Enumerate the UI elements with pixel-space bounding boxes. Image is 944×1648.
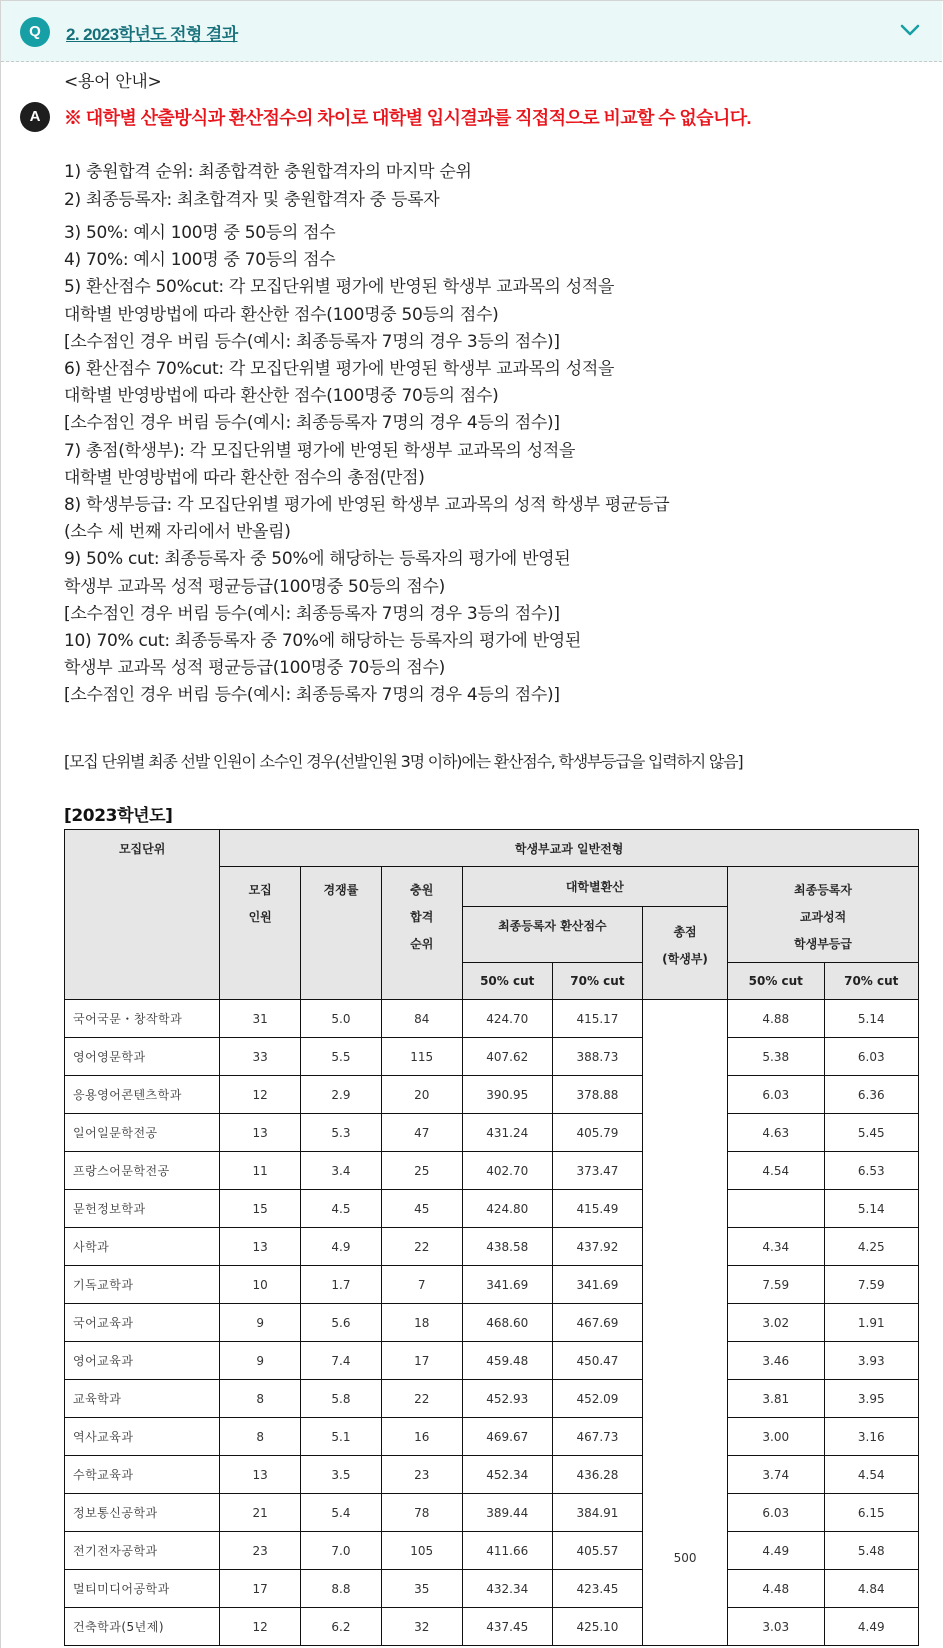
cell-quota: 8 [220, 1380, 301, 1418]
question-badge-icon: Q [20, 17, 50, 47]
cell-ratio: 5.1 [301, 1418, 382, 1456]
cell-grade50: 4.54 [728, 1152, 825, 1190]
cell-grade50: 4.88 [728, 1000, 825, 1038]
cell-grade50: 3.03 [728, 1608, 825, 1646]
cell-conv70: 467.69 [552, 1304, 642, 1342]
cell-grade50: 3.02 [728, 1304, 825, 1342]
header-ratio: 경쟁률 [301, 867, 382, 1000]
cell-ratio: 5.8 [301, 1380, 382, 1418]
cell-waitlist: 115 [381, 1038, 462, 1076]
table-row [65, 1304, 919, 1342]
cell-dept: 영어영문학과 [65, 1038, 220, 1076]
table-row [65, 1114, 919, 1152]
table-row [65, 1380, 919, 1418]
cell-waitlist: 45 [381, 1190, 462, 1228]
cell-waitlist: 32 [381, 1608, 462, 1646]
definition-line: 10) 70% cut: 최종등록자 중 70%에 해당하는 등록자의 평가에 반영된 [64, 631, 581, 652]
cell-conv50: 431.24 [462, 1114, 552, 1152]
cell-dept: 프랑스어문학전공 [65, 1152, 220, 1190]
definition-line: 학생부 교과목 성적 평균등급(100명중 70등의 점수) [64, 658, 445, 679]
header-conv-50cut: 50% cut [462, 963, 552, 1000]
cell-quota: 9 [220, 1304, 301, 1342]
cell-grade50: 4.49 [728, 1532, 825, 1570]
table-row [65, 1228, 919, 1266]
cell-ratio: 8.8 [301, 1570, 382, 1608]
table-row [65, 1038, 919, 1076]
cell-quota: 21 [220, 1494, 301, 1532]
cell-grade50: 3.81 [728, 1380, 825, 1418]
cell-dept: 건축학과(5년제) [65, 1608, 220, 1646]
cell-conv70: 384.91 [552, 1494, 642, 1532]
cell-dept: 수학교육과 [65, 1456, 220, 1494]
definition-line: 대학별 반영방법에 따라 환산한 점수(100명중 70등의 점수) [64, 386, 499, 407]
cell-ratio: 3.4 [301, 1152, 382, 1190]
table-row [65, 1190, 919, 1228]
cell-conv50: 437.45 [462, 1608, 552, 1646]
table-row [65, 1608, 919, 1646]
definition-line: 7) 총점(학생부): 각 모집단위별 평가에 반영된 학생부 교과목의 성적을 [64, 440, 576, 461]
cell-grade50: 7.59 [728, 1266, 825, 1304]
definition-line: [소수점인 경우 버림 등수(예시: 최종등록자 7명의 경우 3등의 점수)] [64, 331, 560, 352]
cell-conv70: 415.49 [552, 1190, 642, 1228]
cell-ratio: 5.6 [301, 1304, 382, 1342]
cell-grade50: 3.00 [728, 1418, 825, 1456]
cell-dept: 사학과 [65, 1228, 220, 1266]
cell-conv50: 411.66 [462, 1532, 552, 1570]
cell-conv70: 437.92 [552, 1228, 642, 1266]
cell-grade50: 4.48 [728, 1570, 825, 1608]
cell-dept: 영어교육과 [65, 1342, 220, 1380]
header-waitlist: 충원 합격 순위 [381, 867, 462, 1000]
cell-dept: 역사교육과 [65, 1418, 220, 1456]
table-row [65, 1076, 919, 1114]
definition-line: 2) 최종등록자: 최초합격자 및 충원합격자 중 등록자 [64, 190, 440, 210]
cell-waitlist: 78 [381, 1494, 462, 1532]
cell-grade70: 5.14 [824, 1000, 918, 1038]
cell-quota: 11 [220, 1152, 301, 1190]
cell-quota: 13 [220, 1114, 301, 1152]
cell-conv70: 436.28 [552, 1456, 642, 1494]
cell-grade70: 4.49 [824, 1608, 918, 1646]
cell-conv70: 405.79 [552, 1114, 642, 1152]
table-row [65, 1532, 919, 1570]
cell-waitlist: 22 [381, 1380, 462, 1418]
cell-conv70: 452.09 [552, 1380, 642, 1418]
cell-conv70: 373.47 [552, 1152, 642, 1190]
definition-line: [소수점인 경우 버림 등수(예시: 최종등록자 7명의 경우 4등의 점수)] [64, 413, 560, 434]
cell-grade70: 6.36 [824, 1076, 918, 1114]
cell-quota: 10 [220, 1266, 301, 1304]
definition-line: [소수점인 경우 버림 등수(예시: 최종등록자 7명의 경우 3등의 점수)] [64, 603, 560, 624]
cell-quota: 15 [220, 1190, 301, 1228]
cell-conv70: 450.47 [552, 1342, 642, 1380]
cell-quota: 33 [220, 1038, 301, 1076]
cell-conv50: 452.93 [462, 1380, 552, 1418]
admission-results-table [64, 829, 919, 1646]
glossary-title: <용어 안내> [64, 72, 162, 92]
cell-quota: 12 [220, 1608, 301, 1646]
cell-grade70: 7.59 [824, 1266, 918, 1304]
cell-conv50: 452.34 [462, 1456, 552, 1494]
definition-line: 대학별 반영방법에 따라 환산한 점수(100명중 50등의 점수) [64, 304, 499, 325]
cell-dept: 일어일문학전공 [65, 1114, 220, 1152]
cell-grade50: 3.74 [728, 1456, 825, 1494]
cell-dept: 전기전자공학과 [65, 1532, 220, 1570]
cell-dept: 정보통신공학과 [65, 1494, 220, 1532]
cell-dept: 멀티미디어공학과 [65, 1570, 220, 1608]
cell-waitlist: 105 [381, 1532, 462, 1570]
header-dept: 모집단위 [65, 830, 220, 1000]
definition-line: 6) 환산점수 70%cut: 각 모집단위별 평가에 반영된 학생부 교과목의 성적을 [64, 359, 615, 380]
cell-waitlist: 25 [381, 1152, 462, 1190]
definition-line: 9) 50% cut: 최종등록자 중 50%에 해당하는 등록자의 평가에 반영된 [64, 549, 571, 570]
header-final-grade: 최종등록자 교과성적 학생부등급 [728, 867, 919, 963]
table-row [65, 1000, 919, 1038]
cell-grade70: 5.45 [824, 1114, 918, 1152]
cell-waitlist: 35 [381, 1570, 462, 1608]
total-score-cell: 500 [643, 1000, 728, 1646]
cell-waitlist: 23 [381, 1456, 462, 1494]
cell-grade70: 4.25 [824, 1228, 918, 1266]
cell-grade70: 5.48 [824, 1532, 918, 1570]
cell-conv70: 388.73 [552, 1038, 642, 1076]
cell-grade70: 3.93 [824, 1342, 918, 1380]
cell-waitlist: 17 [381, 1342, 462, 1380]
cell-conv70: 423.45 [552, 1570, 642, 1608]
cell-grade50 [728, 1190, 825, 1228]
definition-line: 1) 충원합격 순위: 최종합격한 충원합격자의 마지막 순위 [64, 162, 472, 182]
table-row [65, 1570, 919, 1608]
cell-ratio: 5.5 [301, 1038, 382, 1076]
cell-dept: 응용영어콘텐츠학과 [65, 1076, 220, 1114]
table-row [65, 1494, 919, 1532]
question-title-link[interactable]: 2. 2023학년도 전형 결과 [66, 25, 238, 44]
faq-question-header[interactable] [1, 1, 942, 62]
definition-line: 대학별 반영방법에 따라 환산한 점수의 총점(만점) [64, 467, 425, 488]
cell-ratio: 6.2 [301, 1608, 382, 1646]
header-grade-50cut: 50% cut [728, 963, 825, 1000]
cell-waitlist: 47 [381, 1114, 462, 1152]
cell-dept: 기독교학과 [65, 1266, 220, 1304]
header-grade-70cut: 70% cut [824, 963, 918, 1000]
cell-ratio: 5.4 [301, 1494, 382, 1532]
cell-quota: 9 [220, 1342, 301, 1380]
cell-grade70: 4.84 [824, 1570, 918, 1608]
cell-grade70: 1.91 [824, 1304, 918, 1342]
cell-dept: 국어국문・창작학과 [65, 1000, 220, 1038]
cell-conv70: 405.57 [552, 1532, 642, 1570]
cell-quota: 23 [220, 1532, 301, 1570]
cell-quota: 13 [220, 1456, 301, 1494]
cell-ratio: 4.5 [301, 1190, 382, 1228]
cell-grade50: 3.46 [728, 1342, 825, 1380]
header-univ-conversion: 대학별환산 [462, 867, 727, 907]
cell-grade70: 3.95 [824, 1380, 918, 1418]
cell-conv70: 425.10 [552, 1608, 642, 1646]
cell-ratio: 4.9 [301, 1228, 382, 1266]
cell-grade50: 6.03 [728, 1494, 825, 1532]
cell-waitlist: 22 [381, 1228, 462, 1266]
header-track: 학생부교과 일반전형 [220, 830, 919, 867]
cell-waitlist: 7 [381, 1266, 462, 1304]
cell-grade50: 5.38 [728, 1038, 825, 1076]
cell-grade50: 6.03 [728, 1076, 825, 1114]
cell-ratio: 7.4 [301, 1342, 382, 1380]
cell-quota: 17 [220, 1570, 301, 1608]
cell-waitlist: 84 [381, 1000, 462, 1038]
cell-ratio: 5.0 [301, 1000, 382, 1038]
cell-conv50: 390.95 [462, 1076, 552, 1114]
cell-conv70: 467.73 [552, 1418, 642, 1456]
table-row [65, 1418, 919, 1456]
cell-conv50: 389.44 [462, 1494, 552, 1532]
cell-grade50: 4.63 [728, 1114, 825, 1152]
cell-conv50: 459.48 [462, 1342, 552, 1380]
definition-line: 8) 학생부등급: 각 모집단위별 평가에 반영된 학생부 교과목의 성적 학생부 평균등급 [64, 495, 670, 516]
definitions-list-b [64, 220, 669, 710]
warning-text: ※ 대학별 산출방식과 환산점수의 차이로 대학별 입시결과를 직접적으로 비교할 수 없습니다. [64, 108, 751, 128]
cell-grade70: 4.54 [824, 1456, 918, 1494]
cell-ratio: 7.0 [301, 1532, 382, 1570]
answer-badge-icon: A [20, 102, 50, 132]
cell-grade70: 3.16 [824, 1418, 918, 1456]
cell-ratio: 3.5 [301, 1456, 382, 1494]
cell-grade70: 6.15 [824, 1494, 918, 1532]
cell-conv50: 424.80 [462, 1190, 552, 1228]
header-final-conversion: 최종등록자 환산점수 [462, 907, 642, 963]
cell-quota: 31 [220, 1000, 301, 1038]
table-row [65, 1342, 919, 1380]
cell-conv70: 378.88 [552, 1076, 642, 1114]
cell-grade70: 6.53 [824, 1152, 918, 1190]
cell-ratio: 1.7 [301, 1266, 382, 1304]
cell-conv50: 432.34 [462, 1570, 552, 1608]
cell-dept: 국어교육과 [65, 1304, 220, 1342]
table-row [65, 1152, 919, 1190]
cell-dept: 교육학과 [65, 1380, 220, 1418]
cell-conv50: 341.69 [462, 1266, 552, 1304]
definition-line: 4) 70%: 예시 100명 중 70등의 점수 [64, 250, 336, 271]
definitions-list-a [64, 158, 472, 214]
header-quota: 모집 인원 [220, 867, 301, 1000]
definition-line: 3) 50%: 예시 100명 중 50등의 점수 [64, 223, 336, 243]
cell-grade50: 4.34 [728, 1228, 825, 1266]
input-note: [모집 단위별 최종 선발 인원이 소수인 경우(선발인원 3명 이하)에는 환산점수, 학생부등급을 입력하지 않음] [64, 752, 743, 771]
cell-conv50: 468.60 [462, 1304, 552, 1342]
cell-waitlist: 16 [381, 1418, 462, 1456]
definition-line: 학생부 교과목 성적 평균등급(100명중 50등의 점수) [64, 576, 445, 597]
table-row [65, 1456, 919, 1494]
cell-conv70: 341.69 [552, 1266, 642, 1304]
cell-conv70: 415.17 [552, 1000, 642, 1038]
header-conv-70cut: 70% cut [552, 963, 642, 1000]
cell-conv50: 424.70 [462, 1000, 552, 1038]
year-heading: [2023학년도] [64, 806, 173, 826]
cell-conv50: 469.67 [462, 1418, 552, 1456]
cell-ratio: 5.3 [301, 1114, 382, 1152]
cell-grade70: 6.03 [824, 1038, 918, 1076]
cell-quota: 8 [220, 1418, 301, 1456]
definition-line: (소수 세 번째 자리에서 반올림) [64, 522, 291, 543]
cell-waitlist: 18 [381, 1304, 462, 1342]
definition-line: [소수점인 경우 버림 등수(예시: 최종등록자 7명의 경우 4등의 점수)] [64, 685, 560, 706]
cell-waitlist: 20 [381, 1076, 462, 1114]
definition-line: 5) 환산점수 50%cut: 각 모집단위별 평가에 반영된 학생부 교과목의 성적을 [64, 277, 615, 298]
chevron-down-icon[interactable] [900, 23, 920, 37]
cell-dept: 문헌정보학과 [65, 1190, 220, 1228]
cell-conv50: 402.70 [462, 1152, 552, 1190]
cell-quota: 13 [220, 1228, 301, 1266]
cell-conv50: 407.62 [462, 1038, 552, 1076]
cell-grade70: 5.14 [824, 1190, 918, 1228]
cell-conv50: 438.58 [462, 1228, 552, 1266]
header-total: 총점 (학생부) [643, 907, 728, 1000]
cell-ratio: 2.9 [301, 1076, 382, 1114]
table-row [65, 1266, 919, 1304]
cell-quota: 12 [220, 1076, 301, 1114]
